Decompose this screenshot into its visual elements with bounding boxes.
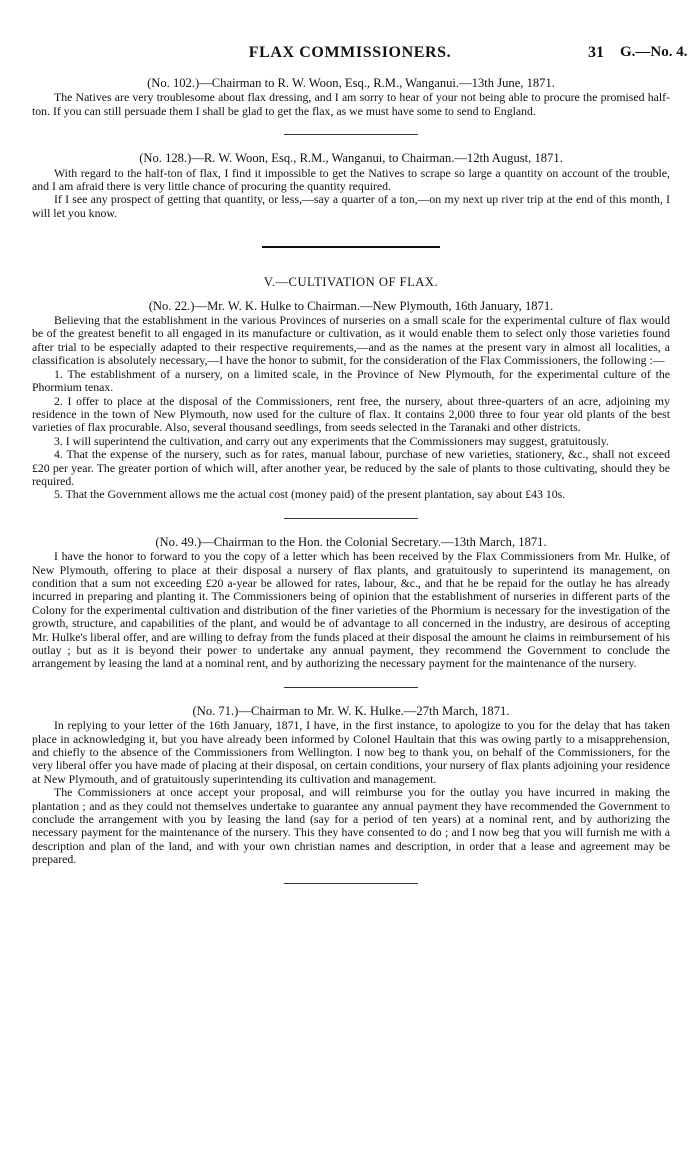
- letter-no-49: [32, 536, 670, 671]
- letter-paragraph: The Commissioners at once accept your proposal, and will reimburse you for the outlay you have incurred in making the plantation ; and as they could not themselves undertake to guarantee any annual payment they have recommended the Government to conclude the arrangement with you by leasing the land (say for a period of ten years) at a nominal rent, and by authorizing the necessary payment for the maintenance of the nursery. This they have consented to do ; and I now beg that you will furnish me with a description and plan of the land, and with your own christian names and description, in order that a lease and agreement may be prepared.: [32, 785, 670, 867]
- numbered-item: 1. The establishment of a nursery, on a limited scale, in the Province of New Plymouth, for the experimental culture of the Phormium tenax.: [32, 366, 670, 395]
- page-number: 31: [588, 44, 604, 61]
- separator-rule: [284, 518, 418, 519]
- letter-paragraph: I have the honor to forward to you the copy of a letter which has been received by the Flax Commissioners from Mr. Hulke, of New Plymouth, offering to place at their disposal a nursery of flax plants, and gratuitously to superintend its management, on condition that a sum not exceeding £20 a-year be allowed for rates, labour, &c., and that he be repaid for the outlay he has already incurred in preparing and planting it. The Commissioners being of opinion that the establishment of nurseries in different parts of the Colony for the experimental cultivation and distribution of the finer varieties of the Phormium is necessary for the investigation of the growth, structure, and capabilities of the plant, and would be of advantage to all concerned in the industry, are desirous of accepting Mr. Hulke's liberal offer, and are willing to defray from the funds placed at their disposal the amount he claims in reimbursement of his outlay ; but as it is beyond their power to undertake any annual payment, they recommend the Government to conclude the arrangement by leasing the land at a nominal rent, and by authorizing the necessary payment for the maintenance of the nursery.: [32, 549, 670, 671]
- running-title: FLAX COMMISSIONERS.: [248, 44, 452, 61]
- separator-rule: [284, 883, 418, 884]
- numbered-item: 4. That the expense of the nursery, such as for rates, manual labour, purchase of new varieties, stationery, &c., shall not exceed £20 per year. The greater portion of which will, after another year, be reduced by the sale of plants to those cultivating, should they be required.: [32, 447, 670, 488]
- letter-no-128: [32, 152, 670, 220]
- letter-paragraph: In replying to your letter of the 16th January, 1871, I have, in the first instance, to apologize to you for the delay that has taken place in acknowledging it, but you have already been informed by Colonel Haultain that this was owing partly to a misapprehension, and chiefly to the absence of the Commissioners from Wellington. I now beg to thank you, on behalf of the Commissioners, for the very liberal offer you have made of placing at their disposal, on certain conditions, your nursery of flax plants adjoining your residence at New Plymouth, and of gratuitously superintending its cultivation and management.: [32, 718, 670, 786]
- numbered-item: 2. I offer to place at the disposal of the Commissioners, rent free, the nursery, about three-quarters of an acre, adjoining my residence in the town of New Plymouth, now used for the culture of flax. It contains 2,000 three to four year old plants of the best varieties of flax procurable. Also, several thousand seedlings, from seeds selected in the Taranaki and other districts.: [32, 393, 670, 435]
- letter-heading: (No. 22.)—Mr. W. K. Hulke to Chairman.—New Plymouth, 16th January, 1871.: [148, 298, 554, 313]
- letter-no-102: [32, 77, 670, 118]
- letter-no-22: [32, 300, 670, 502]
- section-title: V.—CULTIVATION OF FLAX.: [263, 275, 439, 290]
- numbered-item: 3. I will superintend the cultivation, and carry out any experiments that the Commissioners may suggest, gratuitously.: [54, 433, 609, 448]
- letter-heading: (No. 102.)—Chairman to R. W. Woon, Esq., R.M., Wanganui.—13th June, 1871.: [147, 76, 555, 90]
- page-body: [32, 77, 670, 901]
- page-header: [0, 44, 700, 66]
- letter-paragraph: The Natives are very troublesome about flax dressing, and I am sorry to hear of your not being able to procure the promised half-ton. If you can still persuade them I shall be glad to get the flax, as we must have some to send to England.: [32, 90, 670, 118]
- separator-rule: [284, 134, 418, 135]
- letter-heading: (No. 128.)—R. W. Woon, Esq., R.M., Wanganui, to Chairman.—12th August, 1871.: [139, 151, 563, 166]
- section-divider: [262, 246, 440, 248]
- document-reference: G.—No. 4.: [620, 44, 688, 60]
- letter-paragraph: If I see any prospect of getting that quantity, or less,—say a quarter of a ton,—on my next up river trip at the end of this month, I will let you know.: [32, 192, 670, 220]
- letter-heading: (No. 71.)—Chairman to Mr. W. K. Hulke.—27th March, 1871.: [192, 703, 510, 718]
- letter-no-71: [32, 705, 670, 867]
- numbered-item: 5. That the Government allows me the actual cost (money paid) of the present plantation, say about £43 10s.: [54, 487, 566, 502]
- letter-paragraph: Believing that the establishment in the various Provinces of nurseries on a small scale for the experimental culture of flax would be of the greatest benefit to all engaged in its manufacture or cultivation, as it would enable them to select only those varieties found after trial to be especially adapted to their respective requirements,—and as the names at the present vary in almost all localities, a classification is absolutely necessary,—I have the honor to submit, for the consideration of the Flax Commissioners, the following :—: [32, 313, 670, 368]
- letter-paragraph: With regard to the half-ton of flax, I find it impossible to get the Natives to scrape so large a quantity on account of the trouble, and I am afraid there is very little chance of procuring the quantity required.: [32, 165, 670, 194]
- separator-rule: [284, 687, 418, 688]
- letter-heading: (No. 49.)—Chairman to the Hon. the Colonial Secretary.—13th March, 1871.: [155, 534, 547, 549]
